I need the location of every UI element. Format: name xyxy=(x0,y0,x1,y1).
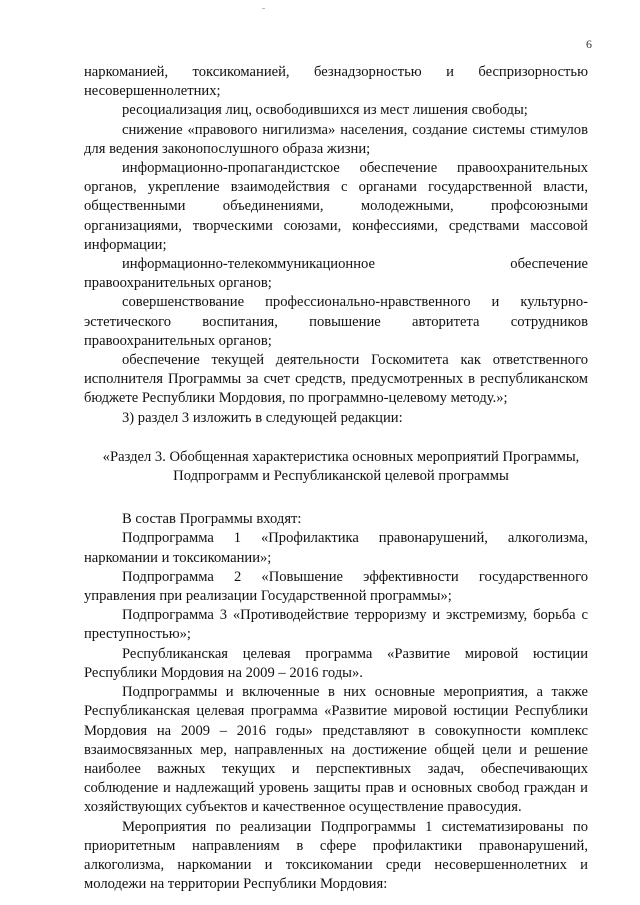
scan-artifact xyxy=(262,8,265,9)
program-composition-intro: В состав Программы входят: xyxy=(122,511,302,528)
paragraph-subprogram-1-measures: Мероприятия по реализации Подпрограммы 1 систематизированы по приоритетным направлениям в сфере профилактики правонарушений, алкоголизма, наркомании и токсикомании среди несовершеннолетних и молодежи на территории Республики Мордовия: xyxy=(84,818,588,893)
page-number: 6 xyxy=(586,37,592,51)
subprogram-2: Подпрограмма 2 «Повышение эффективности государственного управления при реализации Государственной программы»; xyxy=(84,568,588,605)
list-item-legal-nihilism: снижение «правового нигилизма» населения, создание системы стимулов для ведения законопослушного образа жизни; xyxy=(84,121,588,157)
paragraph-continuation: наркоманией, токсикоманией, безнадзорностью и беспризорностью несовершеннолетних; xyxy=(84,64,588,100)
list-item-telecom-support: информационно-телекоммуникационное обеспечение правоохранительных органов; xyxy=(84,256,588,292)
list-item-information-support: информационно-пропагандистское обеспечение правоохранительных органов, укрепление взаимодействия с органами государственной власти, общественными объединениями, молодежными, профсоюзными организациями, творческими союзами, конфессиями, средствами массовой информации; xyxy=(84,160,588,253)
amendment-clause-3: 3) раздел 3 изложить в следующей редакции: xyxy=(122,409,403,426)
spacer xyxy=(84,486,588,510)
document-body xyxy=(84,63,588,894)
list-item-education: совершенствование профессионально-нравственного и культурно-эстетического воспитания, повышение авторитета сотрудников правоохранительных органов; xyxy=(84,294,588,349)
list-item-resocialization: ресоциализация лиц, освободившихся из мест лишения свободы; xyxy=(122,102,528,119)
list-item-current-activity: обеспечение текущей деятельности Госкомитета как ответственного исполнителя Программы за счет средств, предусмотренных в республиканском бюджете Республики Мордовия, по программно-целевому методу.»; xyxy=(84,352,588,407)
section-heading: «Раздел 3. Обобщенная характеристика основных мероприятий Программы, Подпрограмм и Республиканской целевой программы xyxy=(102,448,580,485)
subprogram-1: Подпрограмма 1 «Профилактика правонарушений, алкоголизма, наркомании и токсикомании»; xyxy=(84,530,588,566)
paragraph-complex-measures: Подпрограммы и включенные в них основные мероприятия, а также Республиканская целевая программа «Развитие мировой юстиции Республики Мордовия на 2009 – 2016 годы» представляют в совокупности комплекс взаимосвязанных мер, направленных на достижение общей цели и решение наиболее важных текущих и перспективных задач, обеспечивающих соблюдение и надлежащий уровень защиты прав и основных свобод граждан и хозяйствующих субъектов и качественное осуществление правосудия. xyxy=(84,684,588,816)
spacer xyxy=(84,428,588,448)
subprogram-3: Подпрограмма 3 «Противодействие терроризму и экстремизму, борьба с преступностью»; xyxy=(84,607,588,643)
target-program: Республиканская целевая программа «Развитие мировой юстиции Республики Мордовия на 2009 – 2016 годы». xyxy=(84,645,588,681)
